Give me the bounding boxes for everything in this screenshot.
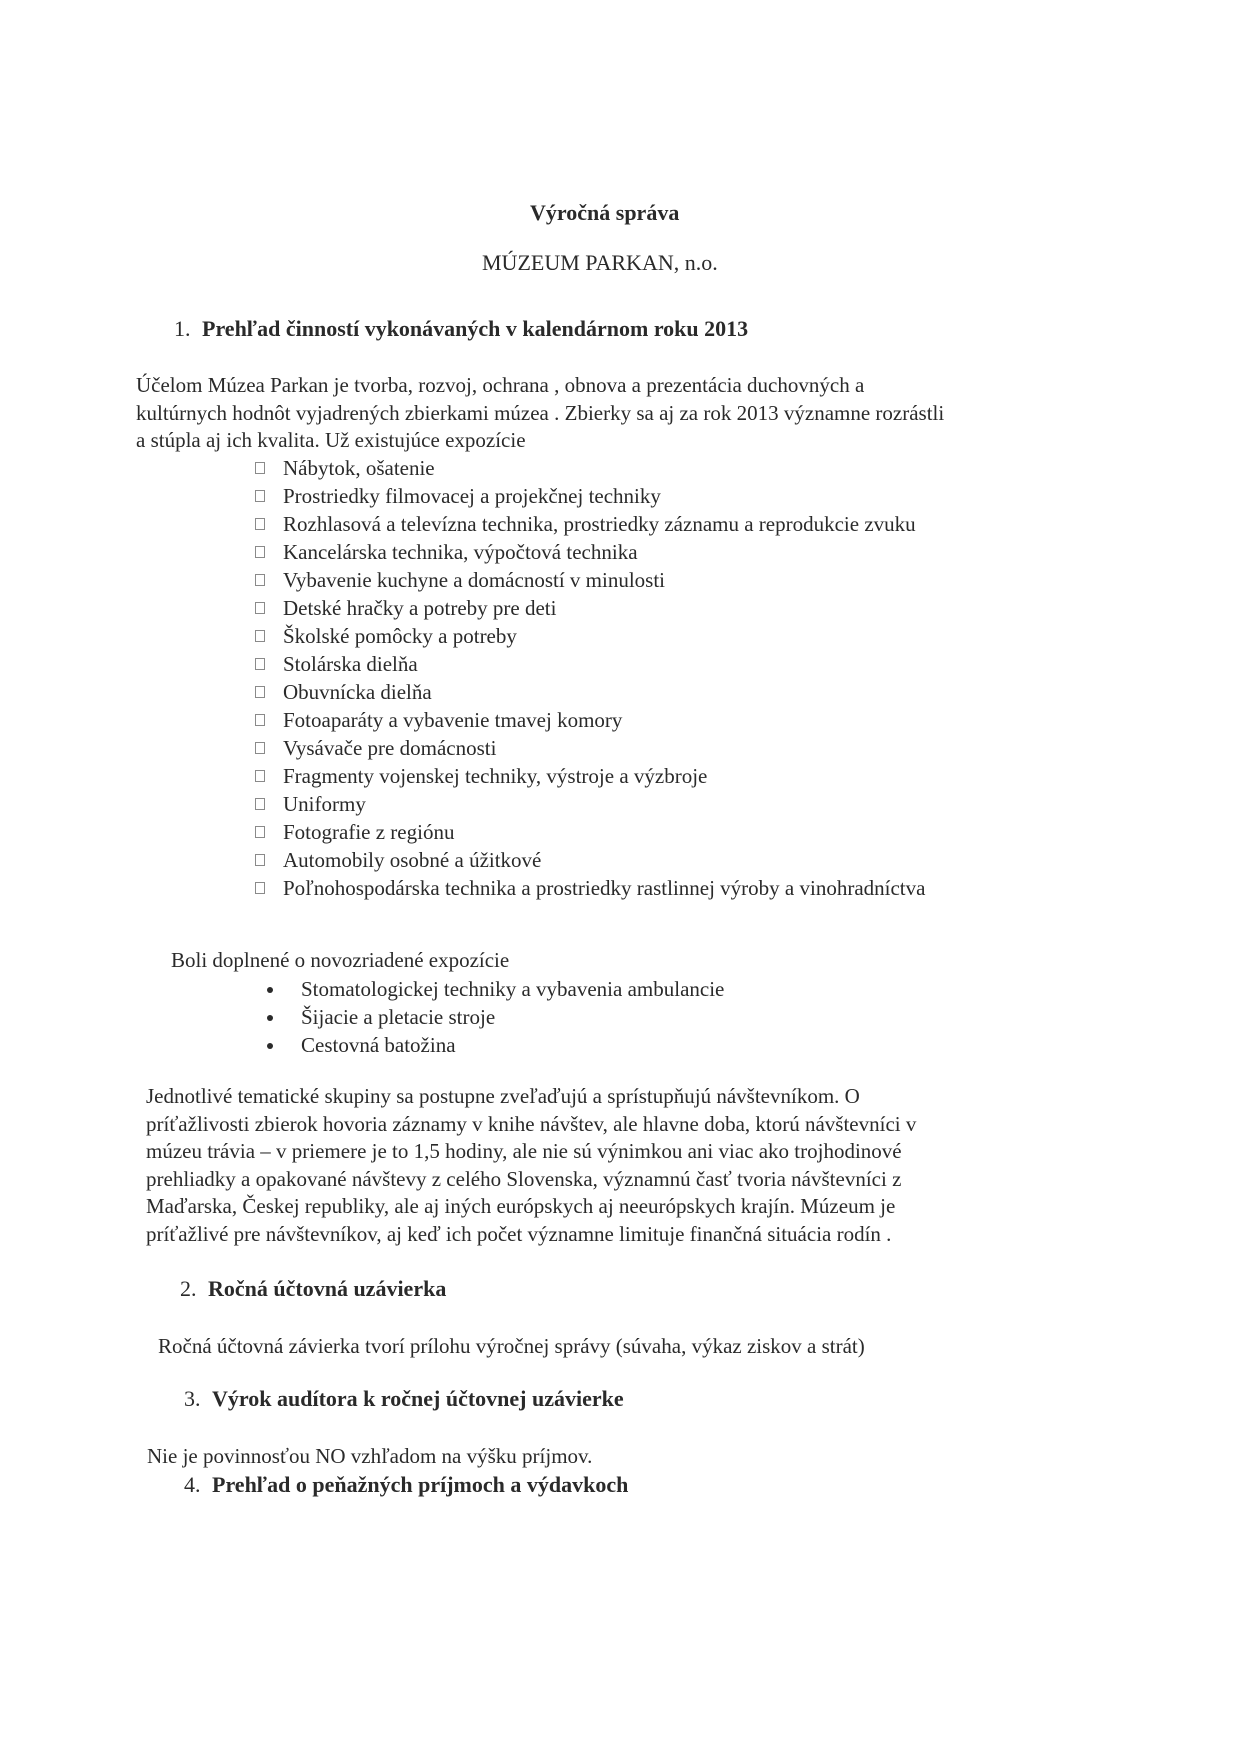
section-4-number: 4. — [184, 1472, 201, 1497]
closing-line: Jednotlivé tematické skupiny sa postupne zveľaďujú a sprístupňujú návštevníkom. O — [146, 1084, 860, 1108]
section-2-number: 2. — [180, 1276, 197, 1301]
exhibit-item: Detské hračky a potreby pre deti — [283, 594, 925, 622]
closing-line: Maďarska, Českej republiky, ale aj iných európskych aj neeurópskych krajín. Múzeum je — [146, 1194, 896, 1218]
checkbox-square-icon — [255, 658, 265, 670]
checkbox-square-icon — [255, 574, 265, 586]
intro-line: kultúrnych hodnôt vyjadrených zbierkami múzea . Zbierky sa aj za rok 2013 významne rozrástli — [136, 400, 945, 425]
checkbox-square-icon — [255, 714, 265, 726]
new-exhibit-item: Stomatologickej techniky a vybavenia ambulancie — [301, 975, 724, 1003]
section-1-title: Prehľad činností vykonávaných v kalendárnom roku 2013 — [202, 316, 749, 341]
checkbox-square-icon — [255, 518, 265, 530]
bullet-icon — [267, 987, 273, 993]
exhibit-item: Nábytok, ošatenie — [283, 454, 925, 482]
section-2-heading — [180, 1276, 446, 1302]
existing-exhibits-list — [283, 454, 925, 902]
section-3-title: Výrok audítora k ročnej účtovnej uzávierke — [212, 1386, 624, 1411]
checkbox-square-icon — [255, 770, 265, 782]
exhibit-item: Vybavenie kuchyne a domácností v minulosti — [283, 566, 925, 594]
closing-line: prehliadky a opakované návštevy z celého Slovenska, významnú časť tvoria návštevníci z — [146, 1166, 902, 1191]
checkbox-square-icon — [255, 462, 265, 474]
exhibit-item: Školské pomôcky a potreby — [283, 622, 925, 650]
intro-line: Účelom Múzea Parkan je tvorba, rozvoj, ochrana , obnova a prezentácia duchovných a — [136, 373, 865, 397]
section-2-text: Ročná účtovná závierka tvorí prílohu výročnej správy (súvaha, výkaz ziskov a strát) — [158, 1334, 865, 1358]
bullet-icon — [267, 1015, 273, 1021]
new-exhibit-item: Cestovná batožina — [301, 1031, 724, 1059]
section-1-intro — [136, 372, 944, 455]
section-1-number: 1. — [174, 316, 191, 341]
exhibit-item: Kancelárska technika, výpočtová technika — [283, 538, 925, 566]
exhibit-item: Prostriedky filmovacej a projekčnej techniky — [283, 482, 925, 510]
new-exhibits-intro: Boli doplnené o novozriadené expozície — [171, 948, 510, 972]
section-3-text: Nie je povinnosťou NO vzhľadom na výšku príjmov. — [147, 1444, 593, 1468]
checkbox-square-icon — [255, 546, 265, 558]
exhibit-item: Fragmenty vojenskej techniky, výstroje a výzbroje — [283, 762, 925, 790]
exhibit-item: Obuvnícka dielňa — [283, 678, 925, 706]
new-exhibits-list — [301, 975, 724, 1059]
checkbox-square-icon — [255, 602, 265, 614]
checkbox-square-icon — [255, 826, 265, 838]
checkbox-square-icon — [255, 798, 265, 810]
exhibit-item: Fotografie z regiónu — [283, 818, 925, 846]
section-1-closing — [146, 1083, 916, 1248]
new-exhibit-item: Šijacie a pletacie stroje — [301, 1003, 724, 1031]
organization-name: MÚZEUM PARKAN, n.o. — [482, 250, 718, 275]
closing-line: príťažlivé pre návštevníkov, aj keď ich počet významne limituje finančná situácia rodín . — [146, 1221, 892, 1246]
checkbox-square-icon — [255, 490, 265, 502]
exhibit-item: Uniformy — [283, 790, 925, 818]
closing-line: múzeu trávia – v priemere je to 1,5 hodiny, ale nie sú výnimkou ani viac ako trojhodinové — [146, 1139, 902, 1163]
checkbox-square-icon — [255, 854, 265, 866]
section-4-heading — [184, 1472, 628, 1498]
section-1-heading — [174, 316, 748, 342]
exhibit-item: Automobily osobné a úžitkové — [283, 846, 925, 874]
intro-line: a stúpla aj ich kvalita. Už existujúce expozície — [136, 428, 526, 452]
section-4-title: Prehľad o peňažných príjmoch a výdavkoch — [212, 1472, 629, 1497]
section-3-number: 3. — [184, 1386, 201, 1411]
bullet-icon — [267, 1043, 273, 1049]
exhibit-item: Stolárska dielňa — [283, 650, 925, 678]
section-3-heading — [184, 1386, 624, 1412]
closing-line: príťažlivosti zbierok hovoria záznamy v knihe návštev, ale hlavne doba, ktorú návštevníci v — [146, 1111, 917, 1136]
section-2-title: Ročná účtovná uzávierka — [208, 1276, 447, 1301]
exhibit-item: Poľnohospodárska technika a prostriedky rastlinnej výroby a vinohradníctva — [283, 874, 925, 902]
checkbox-square-icon — [255, 882, 265, 894]
exhibit-item: Rozhlasová a televízna technika, prostriedky záznamu a reprodukcie zvuku — [283, 510, 925, 538]
exhibit-item: Vysávače pre domácnosti — [283, 734, 925, 762]
checkbox-square-icon — [255, 630, 265, 642]
checkbox-square-icon — [255, 686, 265, 698]
exhibit-item: Fotoaparáty a vybavenie tmavej komory — [283, 706, 925, 734]
checkbox-square-icon — [255, 742, 265, 754]
document-title: Výročná správa — [530, 200, 680, 225]
